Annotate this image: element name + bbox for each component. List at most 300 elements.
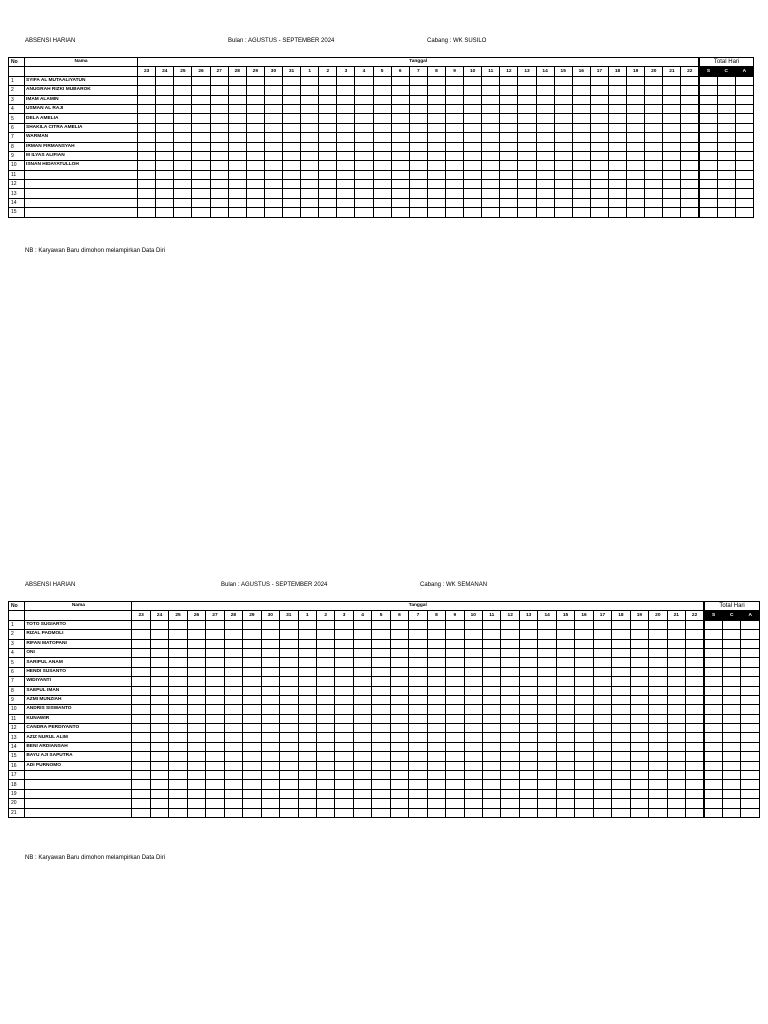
attendance-cell[interactable] [169, 799, 187, 808]
attendance-cell[interactable] [612, 630, 630, 639]
attendance-cell[interactable] [301, 198, 319, 207]
attendance-cell[interactable] [174, 123, 192, 132]
attendance-cell[interactable] [156, 104, 174, 113]
attendance-cell[interactable] [243, 771, 261, 780]
attendance-cell[interactable] [138, 151, 156, 160]
total-cell[interactable] [741, 667, 760, 676]
attendance-cell[interactable] [243, 724, 261, 733]
attendance-cell[interactable] [390, 667, 408, 676]
attendance-cell[interactable] [224, 771, 242, 780]
attendance-cell[interactable] [280, 639, 298, 648]
attendance-cell[interactable] [206, 742, 224, 751]
attendance-cell[interactable] [243, 677, 261, 686]
attendance-cell[interactable] [663, 170, 681, 179]
attendance-cell[interactable] [372, 752, 390, 761]
attendance-cell[interactable] [686, 686, 705, 695]
attendance-cell[interactable] [264, 189, 282, 198]
attendance-cell[interactable] [372, 648, 390, 657]
attendance-cell[interactable] [649, 789, 667, 798]
total-cell[interactable] [723, 695, 741, 704]
attendance-cell[interactable] [373, 104, 391, 113]
attendance-cell[interactable] [427, 799, 445, 808]
attendance-cell[interactable] [518, 170, 536, 179]
attendance-cell[interactable] [243, 789, 261, 798]
attendance-cell[interactable] [554, 114, 572, 123]
attendance-cell[interactable] [519, 752, 537, 761]
attendance-cell[interactable] [391, 133, 409, 142]
attendance-cell[interactable] [518, 142, 536, 151]
total-cell[interactable] [717, 104, 735, 113]
attendance-cell[interactable] [482, 104, 500, 113]
attendance-cell[interactable] [686, 639, 705, 648]
attendance-cell[interactable] [538, 780, 556, 789]
attendance-cell[interactable] [554, 76, 572, 85]
attendance-cell[interactable] [556, 724, 574, 733]
attendance-cell[interactable] [483, 686, 501, 695]
attendance-cell[interactable] [464, 686, 482, 695]
attendance-cell[interactable] [373, 198, 391, 207]
attendance-cell[interactable] [630, 780, 648, 789]
attendance-cell[interactable] [246, 76, 264, 85]
attendance-cell[interactable] [228, 76, 246, 85]
attendance-cell[interactable] [575, 714, 593, 723]
attendance-cell[interactable] [355, 95, 373, 104]
attendance-cell[interactable] [593, 799, 611, 808]
attendance-cell[interactable] [206, 695, 224, 704]
attendance-cell[interactable] [446, 789, 464, 798]
attendance-cell[interactable] [501, 630, 519, 639]
attendance-cell[interactable] [482, 114, 500, 123]
attendance-cell[interactable] [519, 639, 537, 648]
attendance-cell[interactable] [663, 198, 681, 207]
attendance-cell[interactable] [335, 724, 353, 733]
attendance-cell[interactable] [156, 133, 174, 142]
attendance-cell[interactable] [608, 170, 626, 179]
attendance-cell[interactable] [681, 104, 699, 113]
attendance-cell[interactable] [132, 677, 150, 686]
attendance-cell[interactable] [316, 667, 334, 676]
attendance-cell[interactable] [572, 114, 590, 123]
total-cell[interactable] [735, 170, 753, 179]
attendance-cell[interactable] [649, 677, 667, 686]
attendance-cell[interactable] [575, 761, 593, 770]
attendance-cell[interactable] [649, 752, 667, 761]
total-cell[interactable] [741, 799, 760, 808]
total-cell[interactable] [723, 630, 741, 639]
attendance-cell[interactable] [538, 724, 556, 733]
attendance-cell[interactable] [355, 208, 373, 217]
attendance-cell[interactable] [590, 180, 608, 189]
attendance-cell[interactable] [446, 648, 464, 657]
total-cell[interactable] [699, 114, 717, 123]
attendance-cell[interactable] [224, 639, 242, 648]
attendance-cell[interactable] [156, 161, 174, 170]
attendance-cell[interactable] [228, 180, 246, 189]
attendance-cell[interactable] [261, 648, 279, 657]
attendance-cell[interactable] [355, 76, 373, 85]
attendance-cell[interactable] [132, 686, 150, 695]
attendance-cell[interactable] [132, 780, 150, 789]
attendance-cell[interactable] [132, 639, 150, 648]
attendance-cell[interactable] [391, 180, 409, 189]
attendance-cell[interactable] [556, 677, 574, 686]
total-cell[interactable] [699, 189, 717, 198]
total-cell[interactable] [704, 733, 722, 742]
attendance-cell[interactable] [228, 198, 246, 207]
attendance-cell[interactable] [261, 695, 279, 704]
attendance-cell[interactable] [409, 724, 427, 733]
attendance-cell[interactable] [464, 180, 482, 189]
attendance-cell[interactable] [500, 151, 518, 160]
total-cell[interactable] [735, 86, 753, 95]
attendance-cell[interactable] [390, 761, 408, 770]
attendance-cell[interactable] [483, 752, 501, 761]
attendance-cell[interactable] [464, 123, 482, 132]
attendance-cell[interactable] [464, 705, 482, 714]
attendance-cell[interactable] [464, 151, 482, 160]
total-cell[interactable] [741, 761, 760, 770]
attendance-cell[interactable] [301, 86, 319, 95]
attendance-cell[interactable] [575, 686, 593, 695]
attendance-cell[interactable] [630, 695, 648, 704]
attendance-cell[interactable] [464, 658, 482, 667]
attendance-cell[interactable] [301, 151, 319, 160]
attendance-cell[interactable] [446, 620, 464, 629]
attendance-cell[interactable] [556, 771, 574, 780]
attendance-cell[interactable] [298, 752, 316, 761]
attendance-cell[interactable] [264, 151, 282, 160]
attendance-cell[interactable] [132, 667, 150, 676]
attendance-cell[interactable] [681, 189, 699, 198]
attendance-cell[interactable] [390, 714, 408, 723]
attendance-cell[interactable] [138, 95, 156, 104]
attendance-cell[interactable] [536, 76, 554, 85]
attendance-cell[interactable] [667, 695, 685, 704]
attendance-cell[interactable] [390, 620, 408, 629]
attendance-cell[interactable] [519, 695, 537, 704]
attendance-cell[interactable] [538, 705, 556, 714]
attendance-cell[interactable] [627, 95, 645, 104]
attendance-cell[interactable] [298, 733, 316, 742]
attendance-cell[interactable] [150, 742, 168, 751]
attendance-cell[interactable] [280, 658, 298, 667]
attendance-cell[interactable] [483, 742, 501, 751]
attendance-cell[interactable] [409, 142, 427, 151]
attendance-cell[interactable] [663, 133, 681, 142]
attendance-cell[interactable] [353, 667, 371, 676]
attendance-cell[interactable] [150, 667, 168, 676]
attendance-cell[interactable] [446, 752, 464, 761]
attendance-cell[interactable] [174, 142, 192, 151]
attendance-cell[interactable] [264, 95, 282, 104]
attendance-cell[interactable] [138, 170, 156, 179]
attendance-cell[interactable] [630, 733, 648, 742]
attendance-cell[interactable] [319, 189, 337, 198]
attendance-cell[interactable] [663, 208, 681, 217]
attendance-cell[interactable] [132, 733, 150, 742]
attendance-cell[interactable] [228, 170, 246, 179]
attendance-cell[interactable] [501, 620, 519, 629]
attendance-cell[interactable] [169, 639, 187, 648]
attendance-cell[interactable] [316, 658, 334, 667]
attendance-cell[interactable] [554, 95, 572, 104]
attendance-cell[interactable] [681, 142, 699, 151]
total-cell[interactable] [704, 648, 722, 657]
attendance-cell[interactable] [630, 705, 648, 714]
attendance-cell[interactable] [132, 752, 150, 761]
attendance-cell[interactable] [261, 667, 279, 676]
attendance-cell[interactable] [572, 151, 590, 160]
attendance-cell[interactable] [319, 208, 337, 217]
attendance-cell[interactable] [518, 151, 536, 160]
attendance-cell[interactable] [355, 86, 373, 95]
attendance-cell[interactable] [156, 123, 174, 132]
attendance-cell[interactable] [593, 771, 611, 780]
attendance-cell[interactable] [224, 695, 242, 704]
attendance-cell[interactable] [335, 620, 353, 629]
attendance-cell[interactable] [538, 799, 556, 808]
attendance-cell[interactable] [464, 780, 482, 789]
attendance-cell[interactable] [337, 208, 355, 217]
attendance-cell[interactable] [645, 208, 663, 217]
attendance-cell[interactable] [353, 789, 371, 798]
attendance-cell[interactable] [169, 752, 187, 761]
attendance-cell[interactable] [427, 714, 445, 723]
attendance-cell[interactable] [319, 114, 337, 123]
attendance-cell[interactable] [501, 648, 519, 657]
attendance-cell[interactable] [224, 648, 242, 657]
attendance-cell[interactable] [228, 189, 246, 198]
attendance-cell[interactable] [667, 799, 685, 808]
attendance-cell[interactable] [575, 695, 593, 704]
total-cell[interactable] [704, 686, 722, 695]
attendance-cell[interactable] [518, 76, 536, 85]
attendance-cell[interactable] [246, 104, 264, 113]
attendance-cell[interactable] [243, 639, 261, 648]
attendance-cell[interactable] [280, 677, 298, 686]
attendance-cell[interactable] [206, 733, 224, 742]
attendance-cell[interactable] [228, 104, 246, 113]
attendance-cell[interactable] [446, 208, 464, 217]
attendance-cell[interactable] [427, 151, 445, 160]
attendance-cell[interactable] [261, 752, 279, 761]
attendance-cell[interactable] [132, 742, 150, 751]
attendance-cell[interactable] [210, 76, 228, 85]
attendance-cell[interactable] [686, 724, 705, 733]
attendance-cell[interactable] [645, 170, 663, 179]
attendance-cell[interactable] [316, 789, 334, 798]
attendance-cell[interactable] [575, 742, 593, 751]
attendance-cell[interactable] [645, 151, 663, 160]
attendance-cell[interactable] [608, 86, 626, 95]
attendance-cell[interactable] [612, 714, 630, 723]
attendance-cell[interactable] [482, 86, 500, 95]
attendance-cell[interactable] [301, 104, 319, 113]
attendance-cell[interactable] [132, 789, 150, 798]
attendance-cell[interactable] [686, 677, 705, 686]
attendance-cell[interactable] [519, 620, 537, 629]
attendance-cell[interactable] [667, 686, 685, 695]
attendance-cell[interactable] [536, 208, 554, 217]
attendance-cell[interactable] [686, 780, 705, 789]
attendance-cell[interactable] [373, 161, 391, 170]
attendance-cell[interactable] [518, 114, 536, 123]
attendance-cell[interactable] [590, 142, 608, 151]
attendance-cell[interactable] [612, 761, 630, 770]
attendance-cell[interactable] [482, 95, 500, 104]
attendance-cell[interactable] [593, 714, 611, 723]
attendance-cell[interactable] [206, 714, 224, 723]
attendance-cell[interactable] [132, 714, 150, 723]
attendance-cell[interactable] [174, 114, 192, 123]
attendance-cell[interactable] [169, 648, 187, 657]
attendance-cell[interactable] [243, 761, 261, 770]
attendance-cell[interactable] [390, 724, 408, 733]
attendance-cell[interactable] [593, 648, 611, 657]
attendance-cell[interactable] [483, 695, 501, 704]
attendance-cell[interactable] [264, 123, 282, 132]
attendance-cell[interactable] [575, 620, 593, 629]
attendance-cell[interactable] [138, 161, 156, 170]
attendance-cell[interactable] [446, 658, 464, 667]
attendance-cell[interactable] [645, 86, 663, 95]
attendance-cell[interactable] [280, 695, 298, 704]
attendance-cell[interactable] [206, 686, 224, 695]
attendance-cell[interactable] [280, 648, 298, 657]
attendance-cell[interactable] [409, 114, 427, 123]
attendance-cell[interactable] [649, 714, 667, 723]
attendance-cell[interactable] [283, 114, 301, 123]
attendance-cell[interactable] [283, 161, 301, 170]
attendance-cell[interactable] [316, 742, 334, 751]
total-cell[interactable] [699, 104, 717, 113]
attendance-cell[interactable] [630, 677, 648, 686]
attendance-cell[interactable] [501, 752, 519, 761]
attendance-cell[interactable] [464, 648, 482, 657]
attendance-cell[interactable] [301, 180, 319, 189]
attendance-cell[interactable] [301, 76, 319, 85]
attendance-cell[interactable] [355, 142, 373, 151]
attendance-cell[interactable] [590, 86, 608, 95]
attendance-cell[interactable] [538, 677, 556, 686]
attendance-cell[interactable] [663, 180, 681, 189]
attendance-cell[interactable] [446, 151, 464, 160]
attendance-cell[interactable] [590, 170, 608, 179]
attendance-cell[interactable] [627, 86, 645, 95]
attendance-cell[interactable] [482, 208, 500, 217]
attendance-cell[interactable] [261, 686, 279, 695]
attendance-cell[interactable] [608, 133, 626, 142]
attendance-cell[interactable] [501, 808, 519, 817]
attendance-cell[interactable] [301, 189, 319, 198]
total-cell[interactable] [717, 86, 735, 95]
attendance-cell[interactable] [482, 142, 500, 151]
attendance-cell[interactable] [337, 104, 355, 113]
attendance-cell[interactable] [500, 76, 518, 85]
attendance-cell[interactable] [156, 151, 174, 160]
attendance-cell[interactable] [427, 695, 445, 704]
attendance-cell[interactable] [593, 724, 611, 733]
attendance-cell[interactable] [500, 198, 518, 207]
attendance-cell[interactable] [390, 742, 408, 751]
attendance-cell[interactable] [575, 752, 593, 761]
total-cell[interactable] [699, 161, 717, 170]
attendance-cell[interactable] [372, 714, 390, 723]
attendance-cell[interactable] [538, 667, 556, 676]
attendance-cell[interactable] [373, 208, 391, 217]
attendance-cell[interactable] [187, 724, 205, 733]
attendance-cell[interactable] [538, 808, 556, 817]
attendance-cell[interactable] [372, 620, 390, 629]
attendance-cell[interactable] [228, 95, 246, 104]
attendance-cell[interactable] [243, 667, 261, 676]
attendance-cell[interactable] [554, 104, 572, 113]
attendance-cell[interactable] [372, 705, 390, 714]
attendance-cell[interactable] [464, 733, 482, 742]
attendance-cell[interactable] [337, 123, 355, 132]
attendance-cell[interactable] [391, 198, 409, 207]
attendance-cell[interactable] [556, 620, 574, 629]
attendance-cell[interactable] [519, 714, 537, 723]
attendance-cell[interactable] [246, 95, 264, 104]
attendance-cell[interactable] [649, 695, 667, 704]
attendance-cell[interactable] [261, 705, 279, 714]
attendance-cell[interactable] [663, 95, 681, 104]
attendance-cell[interactable] [224, 658, 242, 667]
attendance-cell[interactable] [301, 114, 319, 123]
total-cell[interactable] [723, 686, 741, 695]
attendance-cell[interactable] [355, 189, 373, 198]
attendance-cell[interactable] [280, 686, 298, 695]
attendance-cell[interactable] [174, 104, 192, 113]
attendance-cell[interactable] [630, 742, 648, 751]
attendance-cell[interactable] [667, 789, 685, 798]
attendance-cell[interactable] [649, 742, 667, 751]
attendance-cell[interactable] [228, 161, 246, 170]
attendance-cell[interactable] [627, 123, 645, 132]
attendance-cell[interactable] [298, 742, 316, 751]
attendance-cell[interactable] [138, 189, 156, 198]
attendance-cell[interactable] [681, 180, 699, 189]
attendance-cell[interactable] [612, 808, 630, 817]
attendance-cell[interactable] [264, 86, 282, 95]
attendance-cell[interactable] [630, 658, 648, 667]
attendance-cell[interactable] [667, 808, 685, 817]
attendance-cell[interactable] [446, 161, 464, 170]
total-cell[interactable] [735, 95, 753, 104]
attendance-cell[interactable] [132, 695, 150, 704]
attendance-cell[interactable] [283, 142, 301, 151]
attendance-cell[interactable] [608, 123, 626, 132]
total-cell[interactable] [717, 76, 735, 85]
attendance-cell[interactable] [427, 620, 445, 629]
attendance-cell[interactable] [483, 667, 501, 676]
attendance-cell[interactable] [518, 86, 536, 95]
attendance-cell[interactable] [464, 142, 482, 151]
attendance-cell[interactable] [649, 630, 667, 639]
attendance-cell[interactable] [612, 686, 630, 695]
attendance-cell[interactable] [390, 639, 408, 648]
attendance-cell[interactable] [649, 771, 667, 780]
attendance-cell[interactable] [169, 686, 187, 695]
attendance-cell[interactable] [243, 780, 261, 789]
attendance-cell[interactable] [174, 208, 192, 217]
attendance-cell[interactable] [446, 76, 464, 85]
attendance-cell[interactable] [627, 170, 645, 179]
attendance-cell[interactable] [335, 714, 353, 723]
attendance-cell[interactable] [372, 677, 390, 686]
attendance-cell[interactable] [556, 742, 574, 751]
